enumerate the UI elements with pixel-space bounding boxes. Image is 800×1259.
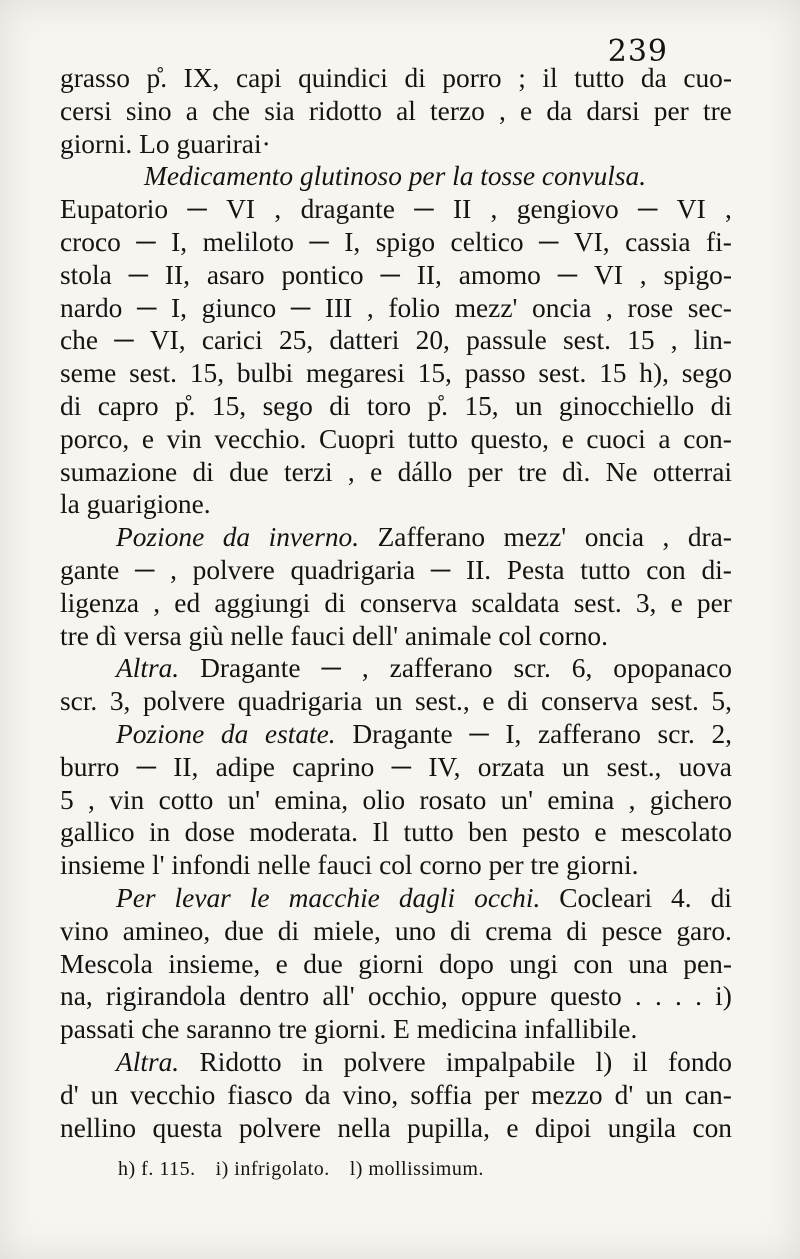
text-line: vino amineo, due di miele, uno di crema di pesce garo.: [60, 915, 732, 946]
text-line: Altra. Dragante ─ , zafferano scr. 6, opopanaco: [116, 653, 732, 684]
text-line: gallico in dose moderata. Il tutto ben pesto e mescolato: [60, 817, 732, 848]
text-line: Pozione da inverno. Zafferano mezz' oncia , dra-: [116, 522, 732, 553]
page-number: 239: [607, 34, 668, 69]
text-line: sumazione di due terzi , e dállo per tre dì. Ne otterrai: [60, 456, 732, 487]
text-line: na, rigirandola dentro all' occhio, oppure questo . . . . i): [60, 981, 732, 1012]
text-line: d' un vecchio fiasco da vino, soffia per mezzo d' un can-: [60, 1079, 732, 1110]
text-line: nardo ─ I, giunco ─ III , folio mezz' oncia , rose sec-: [60, 292, 732, 323]
text-line: porco, e vin vecchio. Cuopri tutto questo, e cuoci a con-: [60, 423, 732, 454]
footnote: i) infrigolato.: [215, 1158, 330, 1180]
body-text: [60, 62, 732, 1144]
text-line: Per levar le macchie dagli occhi. Cocleari 4. di: [116, 882, 732, 913]
footnote: h) f. 115.: [118, 1158, 196, 1180]
text-line: Medicamento glutinoso per la tosse convulsa.: [144, 161, 647, 192]
text-line: che ─ VI, carici 25, datteri 20, passule sest. 15 , lin-: [60, 325, 732, 356]
text-line: croco ─ I, meliloto ─ I, spigo celtico ─ VI, cassia fi-: [60, 226, 732, 257]
text-line: giorni. Lo guarirai·: [60, 128, 271, 159]
footnote: l) mollissimum.: [349, 1158, 484, 1180]
text-line: tre dì versa giù nelle fauci dell' animale col corno.: [60, 620, 608, 651]
text-line: Pozione da estate. Dragante ─ I, zafferano scr. 2,: [116, 718, 732, 749]
text-line: burro ─ II, adipe caprino ─ IV, orzata un sest., uova: [60, 751, 732, 782]
text-line: passati che saranno tre giorni. E medicina infallibile.: [60, 1014, 638, 1045]
text-line: 5 , vin cotto un' emina, olio rosato un' emina , gichero: [60, 784, 732, 815]
text-line: stola ─ II, asaro pontico ─ II, amomo ─ VI , spigo-: [60, 259, 732, 290]
text-line: grasso p̊. IX, capi quindici di porro ; il tutto da cuo-: [60, 63, 732, 93]
text-line: cersi sino a che sia ridotto al terzo , e da darsi per tre: [60, 95, 732, 126]
footnotes: [118, 1158, 678, 1181]
text-line: Altra. Ridotto in polvere impalpabile l) il fondo: [116, 1046, 732, 1077]
text-line: seme sest. 15, bulbi megaresi 15, passo sest. 15 h), sego: [60, 358, 732, 389]
text-line: la guarigione.: [60, 489, 211, 520]
text-line: Eupatorio ─ VI , dragante ─ II , gengiovo ─ VI ,: [60, 194, 732, 225]
text-line: scr. 3, polvere quadrigaria un sest., e di conserva sest. 5,: [60, 686, 732, 717]
text-line: di capro p̊. 15, sego di toro p̊. 15, un ginocchiello di: [60, 390, 732, 421]
text-line: gante ─ , polvere quadrigaria ─ II. Pesta tutto con di-: [60, 554, 732, 585]
text-line: nellino questa polvere nella pupilla, e dipoi ungila con: [60, 1112, 732, 1143]
text-line: ligenza , ed aggiungi di conserva scaldata sest. 3, e per: [60, 587, 732, 618]
text-line: Mescola insieme, e due giorni dopo ungi con una pen-: [60, 948, 732, 979]
text-line: insieme l' infondi nelle fauci col corno per tre giorni.: [60, 850, 639, 881]
